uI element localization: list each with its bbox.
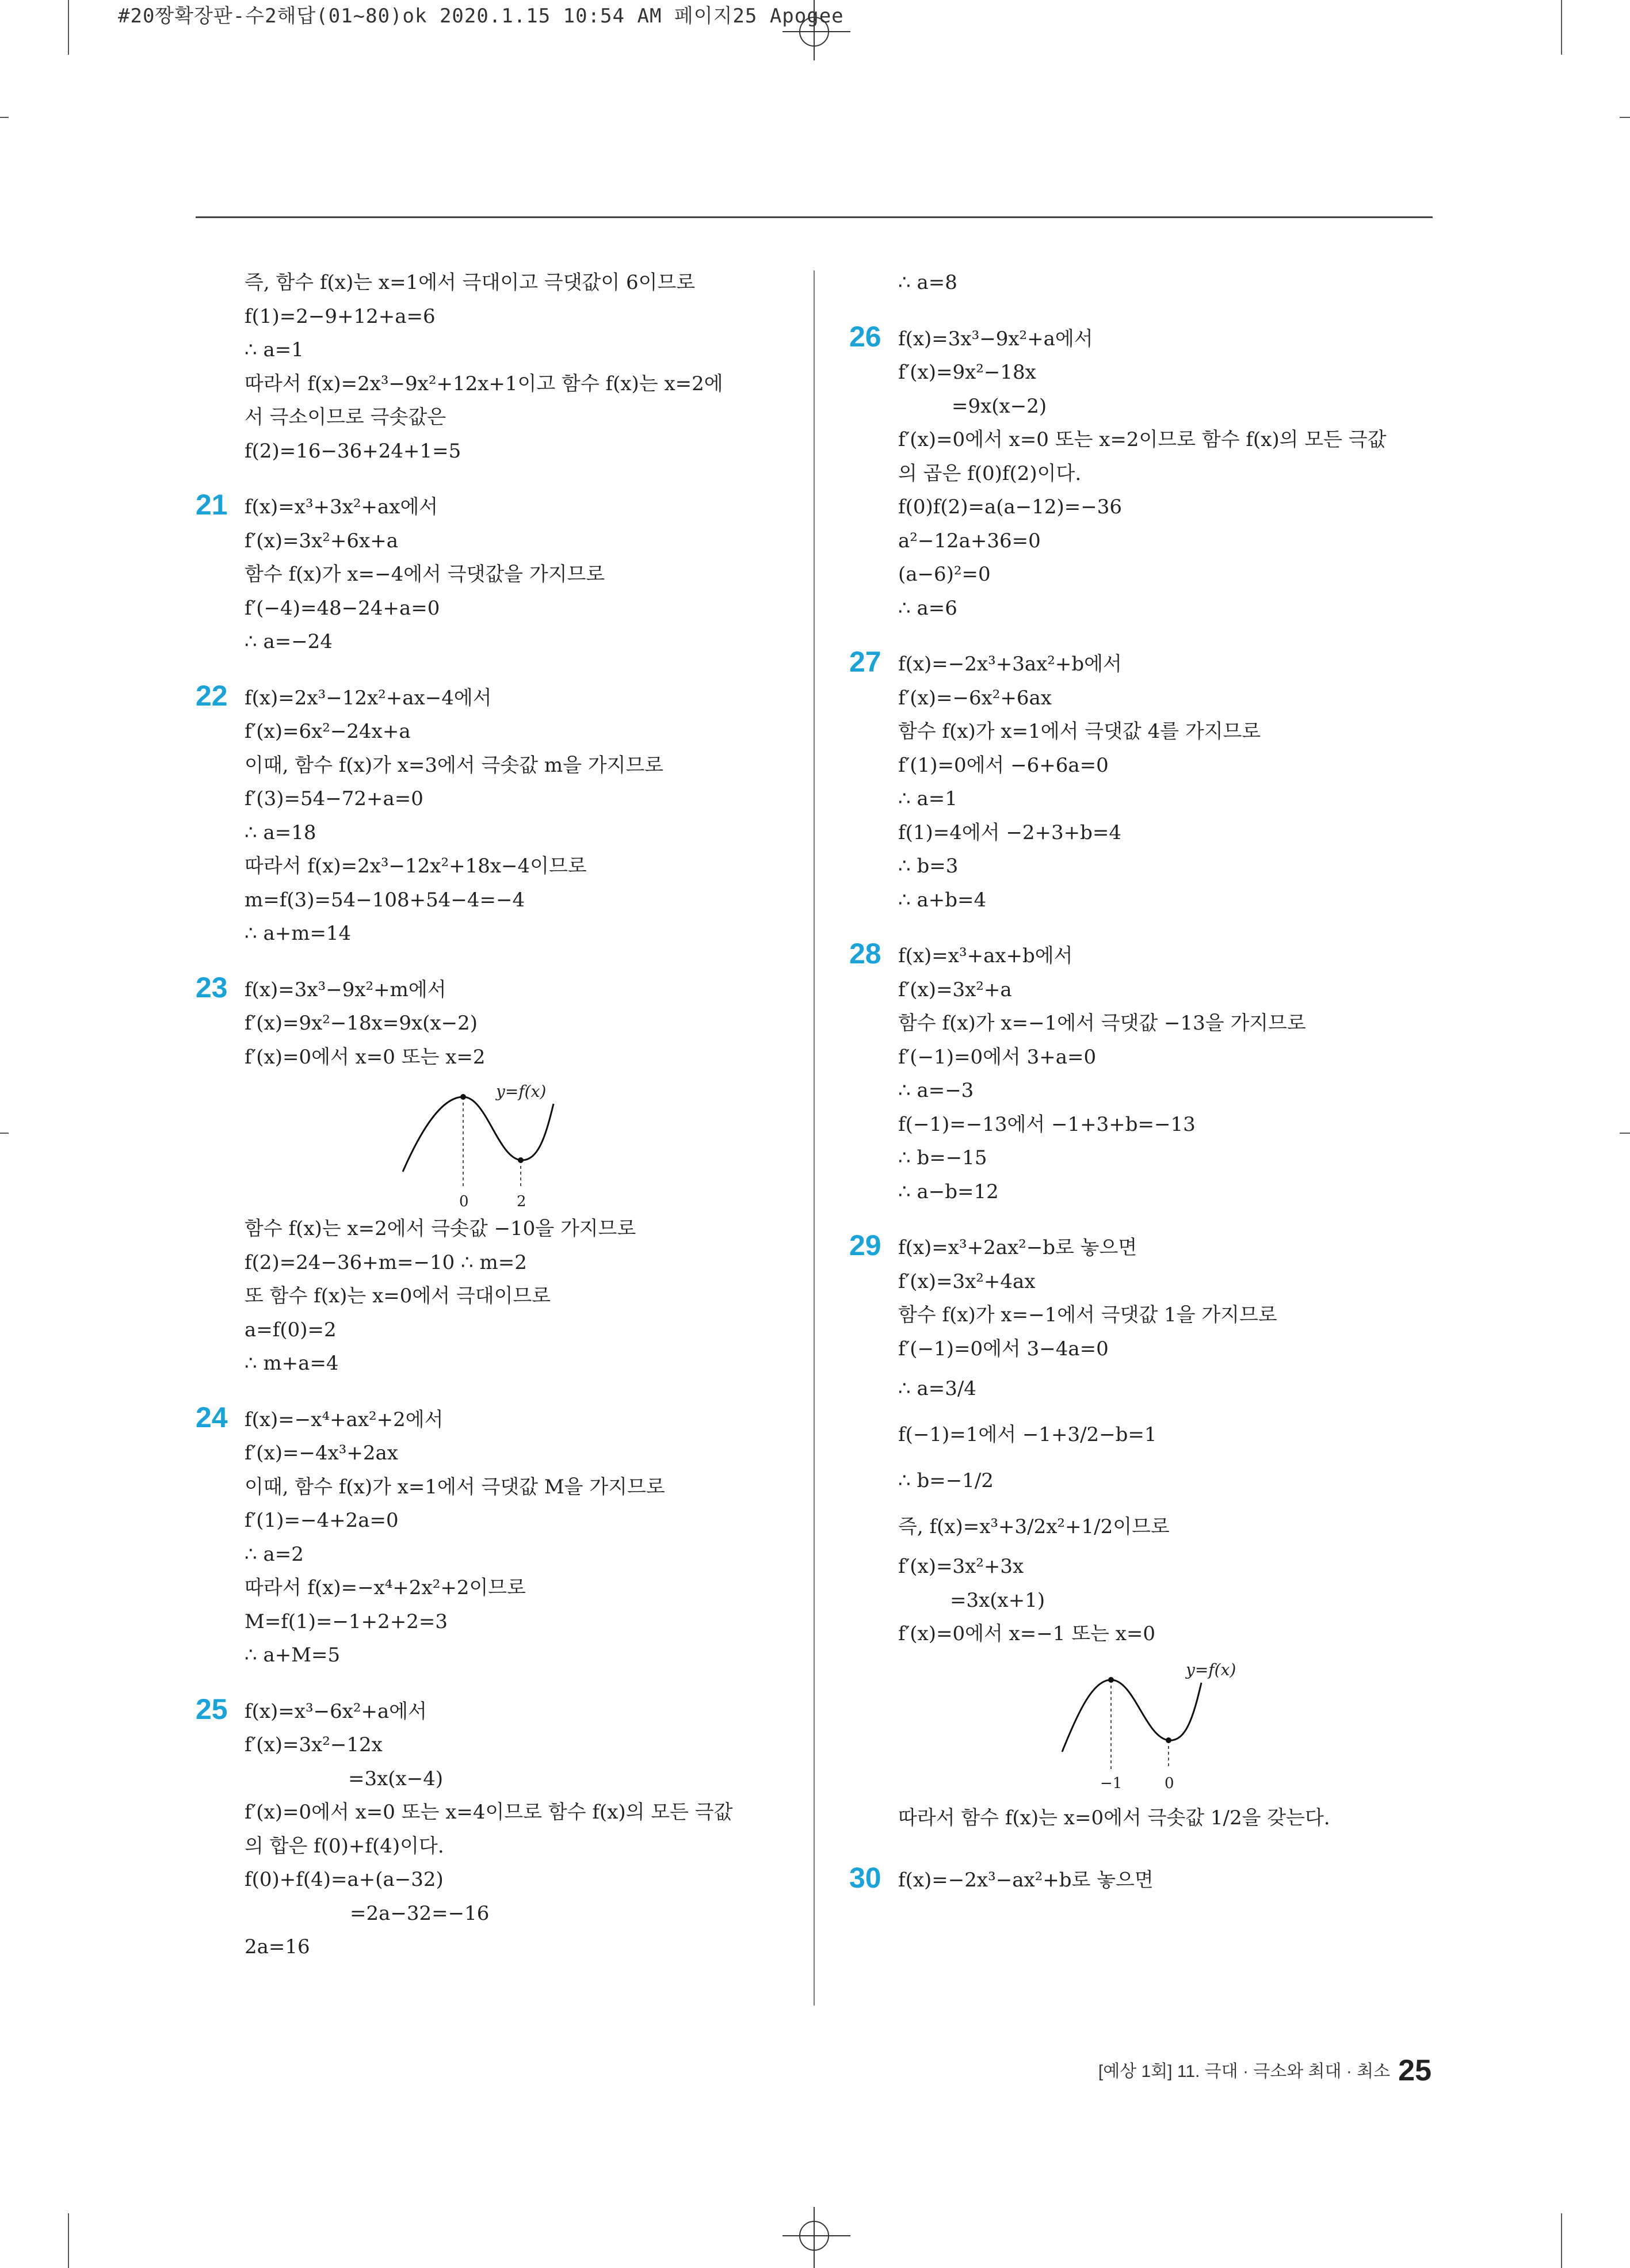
cubic-graph-figure bbox=[196, 1074, 771, 1212]
solution-line: ∴ a−b=12 bbox=[898, 1180, 999, 1203]
solution-line: 의 곱은 f(0)f(2)이다. bbox=[898, 462, 1082, 485]
solution-line: f′(x)=−4x³+2ax bbox=[245, 1442, 398, 1465]
solution-line: f(2)=16−36+24+1=5 bbox=[245, 439, 461, 463]
solution-line: ∴ a=1 bbox=[245, 338, 304, 361]
problem-number: 24 bbox=[196, 1401, 228, 1434]
crop-mark bbox=[68, 2213, 69, 2268]
solution-line: f′(x)=−6x²+6ax bbox=[898, 686, 1052, 710]
solution-line: f′(x)=0에서 x=0 또는 x=2이므로 함수 f(x)의 모든 극값 bbox=[898, 428, 1387, 451]
problem-number: 23 bbox=[196, 971, 228, 1004]
solution-line: f(1)=4에서 −2+3+b=4 bbox=[898, 821, 1121, 844]
solution-line: =3x(x−4) bbox=[348, 1767, 444, 1790]
solution-line: 함수 f(x)가 x=−1에서 극댓값 1을 가지므로 bbox=[898, 1303, 1277, 1327]
problem-26 bbox=[849, 320, 1425, 356]
problem-30 bbox=[849, 1861, 1425, 1897]
right-column bbox=[849, 266, 1425, 1897]
solution-line: ∴ a=−3 bbox=[898, 1079, 974, 1102]
solution-line: M=f(1)=−1+2+2=3 bbox=[245, 1610, 448, 1633]
solution-line: a²−12a+36=0 bbox=[898, 529, 1041, 552]
solution-line: f(x)=x³+ax+b에서 bbox=[898, 944, 1073, 967]
crop-mark bbox=[1620, 117, 1630, 118]
page-footer bbox=[1098, 2053, 1432, 2088]
crop-mark bbox=[1561, 2213, 1562, 2268]
solution-line: 함수 f(x)가 x=−1에서 극댓값 −13을 가지므로 bbox=[898, 1012, 1306, 1035]
solution-line: 이때, 함수 f(x)가 x=3에서 극솟값 m을 가지므로 bbox=[245, 753, 664, 777]
solution-line: ∴ a=18 bbox=[245, 821, 316, 844]
solution-line: 함수 f(x)가 x=−4에서 극댓값을 가지므로 bbox=[245, 563, 605, 586]
crop-mark bbox=[68, 0, 69, 55]
solution-line: f(x)=3x³−9x²+a에서 bbox=[898, 327, 1093, 350]
graph-label: y=f(x) bbox=[496, 1082, 547, 1101]
solution-line: =9x(x−2) bbox=[952, 394, 1047, 418]
problem-24 bbox=[196, 1401, 771, 1437]
solution-line: ∴ b=−1/2 bbox=[898, 1469, 994, 1492]
solution-line: 함수 f(x)가 x=1에서 극댓값 4를 가지므로 bbox=[898, 720, 1261, 743]
column-divider bbox=[814, 270, 815, 2006]
problem-number: 28 bbox=[849, 937, 881, 970]
problem-number: 22 bbox=[196, 679, 228, 712]
solution-line: 따라서 f(x)=2x³−12x²+18x−4이므로 bbox=[245, 855, 587, 878]
problem-number: 21 bbox=[196, 489, 228, 521]
solution-line: ∴ a=6 bbox=[898, 596, 957, 620]
solution-line: f′(x)=0에서 x=−1 또는 x=0 bbox=[898, 1622, 1156, 1645]
solution-line: a=f(0)=2 bbox=[245, 1318, 337, 1341]
solution-line: f(x)=x³+2ax²−b로 놓으면 bbox=[898, 1236, 1137, 1259]
problem-27 bbox=[849, 645, 1425, 681]
solution-line: f′(x)=3x²+a bbox=[898, 978, 1012, 1001]
problem-28 bbox=[849, 937, 1425, 973]
solution-line: f(0)+f(4)=a+(a−32) bbox=[245, 1868, 444, 1891]
solution-line: ∴ a+m=14 bbox=[245, 922, 352, 945]
crop-mark bbox=[0, 1133, 9, 1134]
solution-line: f′(−1)=0에서 3−4a=0 bbox=[898, 1337, 1109, 1360]
solution-line: 이때, 함수 f(x)가 x=1에서 극댓값 M을 가지므로 bbox=[245, 1475, 665, 1499]
solution-line: f(x)=2x³−12x²+ax−4에서 bbox=[245, 686, 492, 710]
solution-line: f(1)=2−9+12+a=6 bbox=[245, 304, 436, 328]
solution-line: f′(x)=9x²−18x=9x(x−2) bbox=[245, 1012, 478, 1035]
graph-tick: 0 bbox=[1165, 1774, 1174, 1792]
problem-number: 30 bbox=[849, 1861, 881, 1894]
solution-line: 서 극소이므로 극솟값은 bbox=[245, 406, 446, 429]
problem-22 bbox=[196, 679, 771, 715]
solution-line: 따라서 f(x)=2x³−9x²+12x+1이고 함수 f(x)는 x=2에 bbox=[245, 372, 723, 395]
solution-line: ∴ a=1 bbox=[898, 787, 957, 810]
solution-line: f′(−1)=0에서 3+a=0 bbox=[898, 1045, 1097, 1069]
solution-line: ∴ a=2 bbox=[245, 1542, 304, 1566]
solution-line: ∴ b=−15 bbox=[898, 1146, 987, 1169]
graph-tick: 0 bbox=[459, 1193, 469, 1210]
graph-tick: 2 bbox=[517, 1193, 526, 1210]
problem-number: 25 bbox=[196, 1693, 228, 1725]
solution-line: =2a−32=−16 bbox=[350, 1901, 490, 1925]
solution-line: f′(1)=0에서 −6+6a=0 bbox=[898, 753, 1109, 777]
solution-line: f(0)f(2)=a(a−12)=−36 bbox=[898, 495, 1123, 519]
crop-mark bbox=[1561, 0, 1562, 55]
solution-line: 또 함수 f(x)는 x=0에서 극대이므로 bbox=[245, 1284, 551, 1308]
solution-line: ∴ a=8 bbox=[898, 271, 957, 294]
solution-line: f′(x)=3x²−12x bbox=[245, 1733, 383, 1756]
solution-line: f(x)=x³−6x²+a에서 bbox=[245, 1699, 427, 1723]
solution-line: 따라서 함수 f(x)는 x=0에서 극솟값 1/2을 갖는다. bbox=[898, 1806, 1330, 1829]
solution-line: f(x)=−2x³+3ax²+b에서 bbox=[898, 653, 1122, 676]
cubic-graph-figure bbox=[849, 1651, 1425, 1795]
solution-line: ∴ a+M=5 bbox=[245, 1644, 341, 1667]
solution-line: f(−1)=1에서 −1+3/2−b=1 bbox=[898, 1423, 1157, 1446]
solution-line: f′(x)=3x²+6x+a bbox=[245, 529, 398, 552]
left-column bbox=[196, 266, 771, 1964]
footer-section: [예상 1회] 11. 극대 · 극소와 최대 · 최소 bbox=[1098, 2062, 1391, 2081]
solution-line: m=f(3)=54−108+54−4=−4 bbox=[245, 888, 525, 912]
solution-line: f(2)=24−36+m=−10 ∴ m=2 bbox=[245, 1251, 527, 1274]
solution-line: 함수 f(x)는 x=2에서 극솟값 −10을 가지므로 bbox=[245, 1217, 636, 1240]
solution-line: ∴ m+a=4 bbox=[245, 1352, 339, 1375]
solution-line: f′(x)=0에서 x=0 또는 x=4이므로 함수 f(x)의 모든 극값 bbox=[245, 1801, 733, 1824]
problem-21 bbox=[196, 488, 771, 524]
solution-line: (a−6)²=0 bbox=[898, 563, 991, 586]
problem-25 bbox=[196, 1693, 771, 1729]
solution-line: f(x)=−2x³−ax²+b로 놓으면 bbox=[898, 1868, 1154, 1892]
top-rule bbox=[196, 216, 1433, 218]
solution-line: ∴ b=3 bbox=[898, 855, 959, 878]
solution-line: f′(3)=54−72+a=0 bbox=[245, 787, 423, 810]
registration-mark bbox=[782, 2204, 852, 2268]
solution-line: ∴ a=3/4 bbox=[898, 1377, 976, 1400]
solution-line: f′(x)=3x²+4ax bbox=[898, 1270, 1036, 1293]
problem-29 bbox=[849, 1229, 1425, 1265]
solution-line: f(−1)=−13에서 −1+3+b=−13 bbox=[898, 1112, 1196, 1136]
crop-mark bbox=[0, 117, 9, 118]
solution-line: ∴ a+b=4 bbox=[898, 888, 987, 912]
problem-number: 29 bbox=[849, 1229, 881, 1261]
problem-number: 27 bbox=[849, 646, 881, 678]
registration-mark bbox=[782, 0, 852, 69]
solution-line: =3x(x+1) bbox=[950, 1588, 1045, 1612]
solution-line: f(x)=3x³−9x²+m에서 bbox=[245, 978, 446, 1001]
solution-line: f′(−4)=48−24+a=0 bbox=[245, 596, 440, 620]
graph-label: y=f(x) bbox=[1186, 1660, 1236, 1679]
print-header: #20짱확장판-수2해답(01~80)ok 2020.1.15 10:54 AM 페이지25 Apogee bbox=[118, 5, 844, 28]
solution-line: 2a=16 bbox=[245, 1935, 310, 1958]
solution-line: f(x)=x³+3x²+ax에서 bbox=[245, 495, 438, 519]
solution-line: ∴ a=−24 bbox=[245, 630, 333, 653]
problem-23 bbox=[196, 971, 771, 1007]
solution-line: f(x)=−x⁴+ax²+2에서 bbox=[245, 1408, 444, 1431]
problem-number: 26 bbox=[849, 320, 881, 353]
solution-line: f′(x)=0에서 x=0 또는 x=2 bbox=[245, 1045, 486, 1069]
graph-tick: −1 bbox=[1100, 1774, 1123, 1792]
solution-line: 따라서 f(x)=−x⁴+2x²+2이므로 bbox=[245, 1576, 526, 1599]
solution-line: 의 합은 f(0)+f(4)이다. bbox=[245, 1834, 444, 1858]
solution-line: 즉, 함수 f(x)는 x=1에서 극대이고 극댓값이 6이므로 bbox=[245, 271, 696, 294]
solution-line: f′(x)=3x²+3x bbox=[898, 1555, 1024, 1578]
crop-mark bbox=[1620, 1133, 1630, 1134]
solution-line: 즉, f(x)=x³+3/2x²+1/2이므로 bbox=[898, 1515, 1170, 1538]
solution-line: f′(1)=−4+2a=0 bbox=[245, 1509, 399, 1532]
solution-line: f′(x)=9x²−18x bbox=[898, 361, 1036, 384]
solution-line: f′(x)=6x²−24x+a bbox=[245, 720, 411, 743]
page-number: 25 bbox=[1398, 2054, 1432, 2087]
